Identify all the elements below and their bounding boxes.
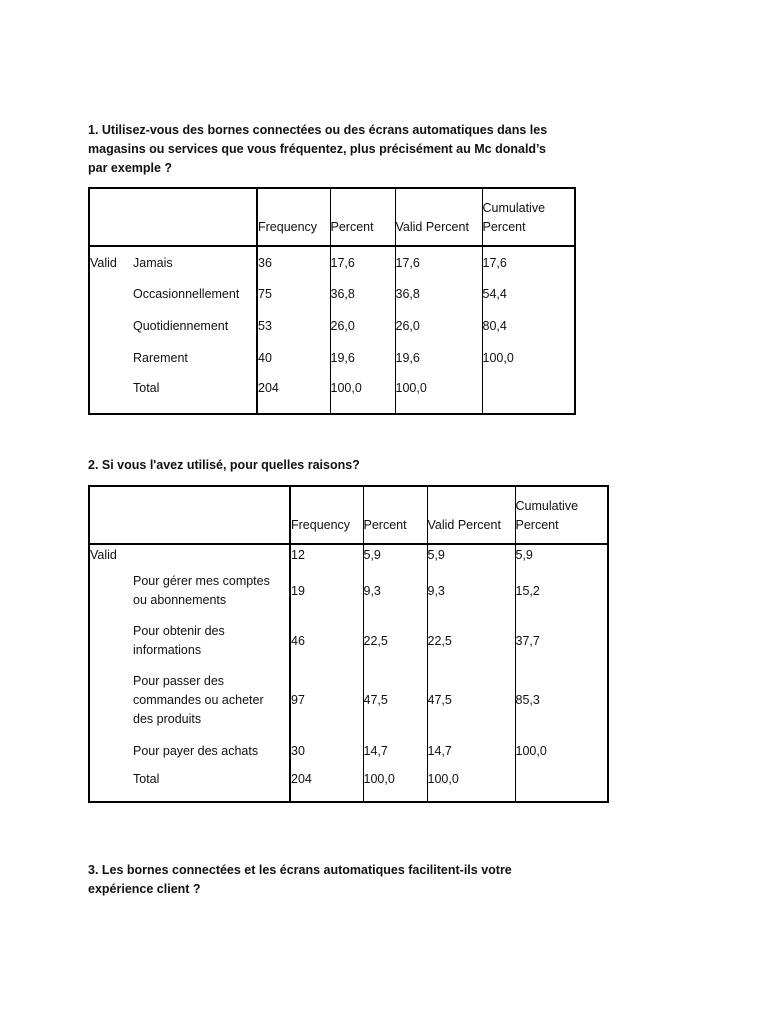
cell-percent: 26,0	[330, 310, 395, 342]
table-row	[89, 342, 575, 374]
cell-percent: 5,9	[363, 544, 427, 566]
cell-cumulative-percent: 85,3	[515, 666, 608, 734]
question-1: 1. Utilisez-vous des bornes connectées ou des écrans automatiques dans les magasins ou services que vous fréquentez, plus précisément au Mc donald’s par exemple ?	[88, 123, 548, 175]
cell-frequency: 19	[290, 566, 363, 616]
cell-cumulative-percent	[515, 768, 608, 802]
cell-frequency: 97	[290, 666, 363, 734]
cell-cumulative-percent: 15,2	[515, 566, 608, 616]
cell-valid-percent: 47,5	[427, 666, 515, 734]
cell-valid-percent: 5,9	[427, 544, 515, 566]
row-label: Pour payer des achats	[133, 743, 259, 758]
cell-frequency: 46	[290, 616, 363, 666]
cell-cumulative-percent: 17,6	[482, 246, 575, 279]
cell-valid-percent: 26,0	[395, 310, 482, 342]
cell-percent: 36,8	[330, 279, 395, 310]
cell-percent: 9,3	[363, 566, 427, 616]
cell-frequency: 204	[257, 374, 330, 414]
row-label: Rarement	[133, 350, 188, 365]
table-row	[89, 310, 575, 342]
cell-valid-percent: 9,3	[427, 566, 515, 616]
cell-frequency: 40	[257, 342, 330, 374]
frequency-table-2	[88, 485, 609, 803]
table-row	[89, 734, 608, 768]
row-label: Pour gérer mes comptes ou abonnements	[133, 574, 270, 607]
cell-cumulative-percent: 5,9	[515, 544, 608, 566]
table-row	[89, 544, 608, 566]
cell-cumulative-percent: 80,4	[482, 310, 575, 342]
cell-cumulative-percent: 100,0	[515, 734, 608, 768]
cell-percent: 22,5	[363, 616, 427, 666]
cell-frequency: 75	[257, 279, 330, 310]
group-label: Valid	[90, 548, 117, 562]
row-label: Occasionnellement	[133, 287, 240, 301]
cell-valid-percent: 17,6	[395, 246, 482, 279]
column-header-percent: Percent	[330, 188, 395, 246]
cell-valid-percent: 14,7	[427, 734, 515, 768]
cell-valid-percent: 19,6	[395, 342, 482, 374]
column-header-cumulative-percent: Cumulative Percent	[482, 188, 575, 246]
column-header-valid-percent: Valid Percent	[395, 188, 482, 246]
table-row	[89, 566, 608, 616]
table-header-row	[89, 188, 575, 246]
column-header-cumulative-percent: Cumulative Percent	[515, 486, 608, 544]
table-row	[89, 768, 608, 802]
column-header-valid-percent: Valid Percent	[427, 486, 515, 544]
cell-percent: 19,6	[330, 342, 395, 374]
row-label: Pour obtenir des informations	[133, 624, 225, 657]
column-header-frequency: Frequency	[290, 486, 363, 544]
cell-percent: 100,0	[330, 374, 395, 414]
row-label	[133, 544, 290, 566]
table-row	[89, 666, 608, 734]
row-label: Jamais	[133, 255, 173, 270]
cell-frequency: 36	[257, 246, 330, 279]
cell-percent: 14,7	[363, 734, 427, 768]
frequency-table-1	[88, 187, 576, 415]
table-row	[89, 279, 575, 310]
cell-cumulative-percent: 54,4	[482, 279, 575, 310]
table-row	[89, 616, 608, 666]
cell-frequency: 53	[257, 310, 330, 342]
cell-valid-percent: 22,5	[427, 616, 515, 666]
cell-percent: 17,6	[330, 246, 395, 279]
cell-cumulative-percent: 100,0	[482, 342, 575, 374]
cell-frequency: 204	[290, 768, 363, 802]
cell-percent: 100,0	[363, 768, 427, 802]
column-header-percent: Percent	[363, 486, 427, 544]
cell-percent: 47,5	[363, 666, 427, 734]
cell-frequency: 12	[290, 544, 363, 566]
cell-cumulative-percent	[482, 374, 575, 414]
row-label: Total	[133, 381, 160, 395]
cell-cumulative-percent: 37,7	[515, 616, 608, 666]
row-label: Pour passer des commandes ou acheter des produits	[133, 673, 264, 726]
group-label: Valid	[90, 256, 117, 270]
row-label: Total	[133, 772, 160, 786]
cell-frequency: 30	[290, 734, 363, 768]
cell-valid-percent: 36,8	[395, 279, 482, 310]
row-label: Quotidiennement	[133, 318, 229, 333]
table-row	[89, 374, 575, 414]
column-header-frequency: Frequency	[257, 188, 330, 246]
table-header-row	[89, 486, 608, 544]
question-2: 2. Si vous l'avez utilisé, pour quelles raisons?	[88, 458, 360, 472]
table-row	[89, 246, 575, 279]
cell-valid-percent: 100,0	[427, 768, 515, 802]
question-3: 3. Les bornes connectées et les écrans automatiques facilitent-ils votre expérience client ?	[88, 863, 512, 896]
cell-valid-percent: 100,0	[395, 374, 482, 414]
